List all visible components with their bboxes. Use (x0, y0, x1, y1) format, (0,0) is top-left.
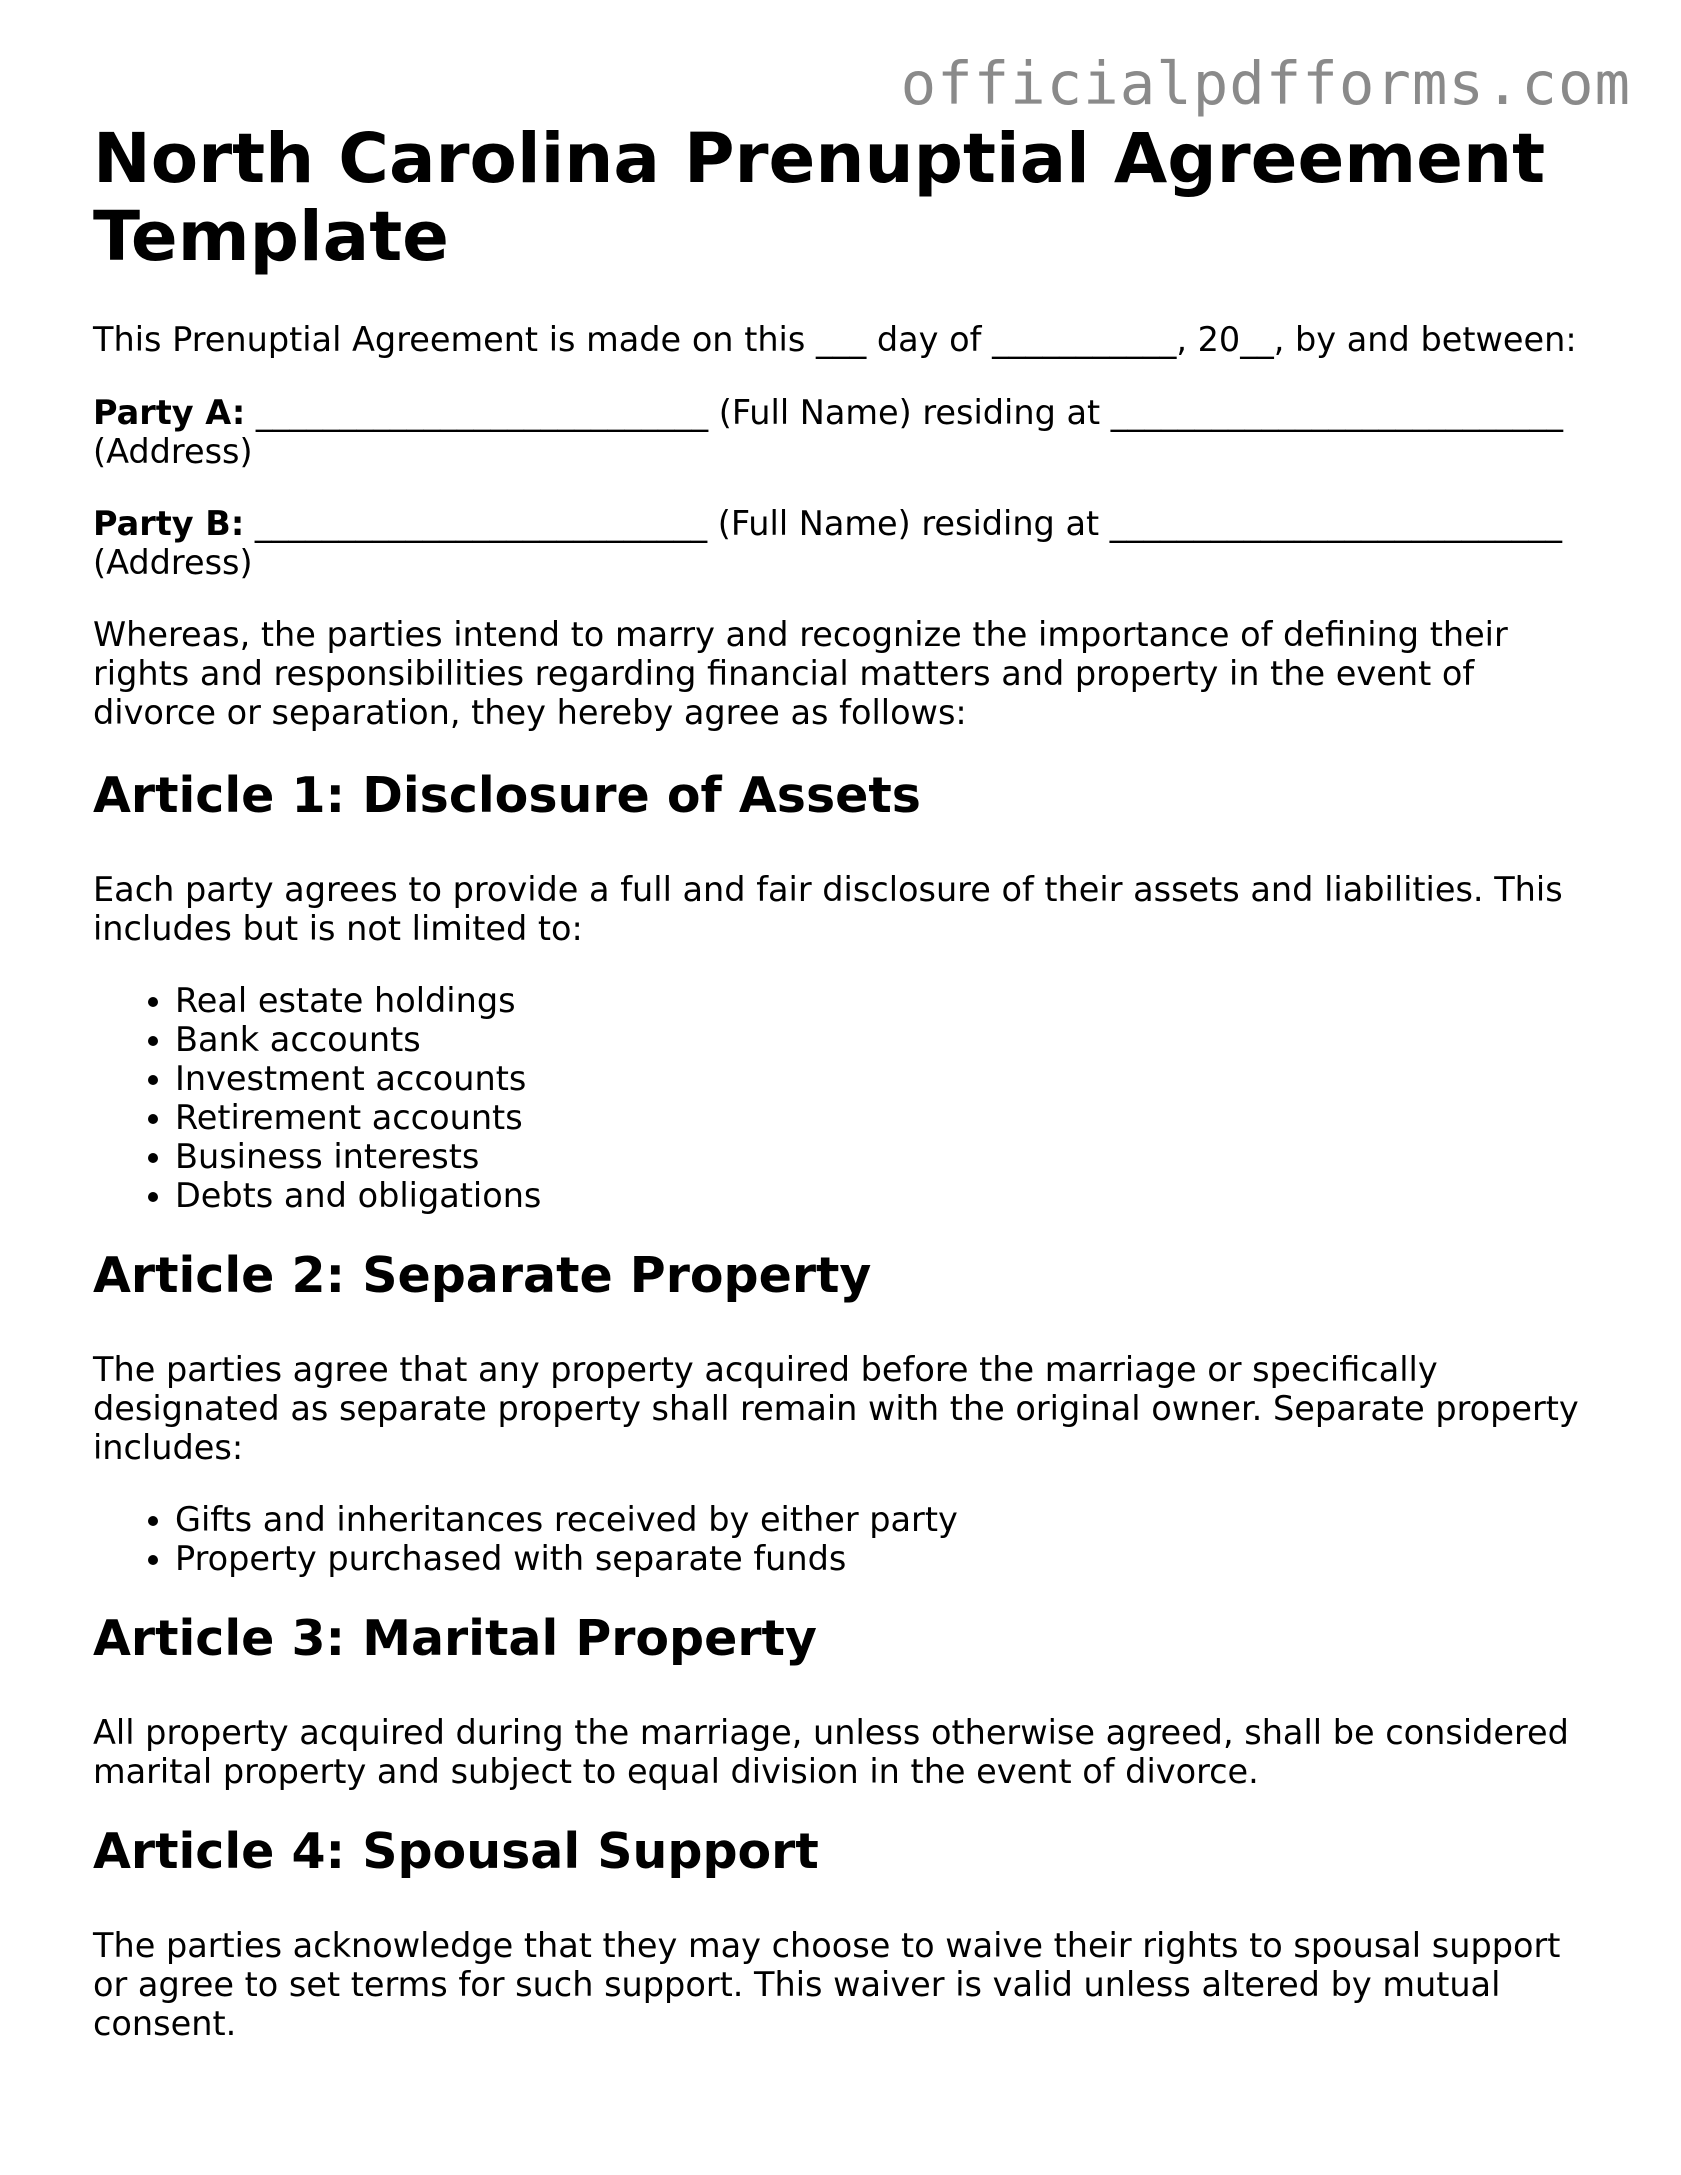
article-3 (93, 1611, 1603, 1791)
document-title: North Carolina Prenuptial Agreement Template (93, 119, 1546, 277)
list-item: • Debts and obligations (175, 1176, 1603, 1215)
article-1-list (93, 981, 1603, 1215)
article-4-body: The parties acknowledge that they may choose to waive their rights to spousal support or agree to set terms for such support. This waiver is valid unless altered by mutual consent. (93, 1926, 1561, 2043)
party-a-line (93, 393, 1603, 471)
article-1 (93, 768, 1603, 1215)
list-item: • Real estate holdings (175, 981, 1603, 1020)
list-item: • Property purchased with separate funds (175, 1539, 1603, 1578)
article-1-heading: Article 1: Disclosure of Assets (93, 767, 921, 824)
article-4 (93, 1824, 1603, 2043)
article-2 (93, 1248, 1603, 1578)
list-item: • Gifts and inheritances received by either party (175, 1500, 1603, 1539)
party-a-text: ___________________________ (Full Name) residing at ___________________________ (Address) (93, 393, 1564, 471)
article-2-list (93, 1500, 1603, 1578)
article-4-heading: Article 4: Spousal Support (93, 1823, 819, 1880)
intro-paragraph: This Prenuptial Agreement is made on this ___ day of ___________, 20__, by and between: (93, 320, 1577, 359)
list-item: • Bank accounts (175, 1020, 1603, 1059)
article-2-heading: Article 2: Separate Property (93, 1247, 872, 1304)
party-b-text: ___________________________ (Full Name) residing at ___________________________ (Address) (93, 504, 1563, 582)
article-2-body: The parties agree that any property acquired before the marriage or specifically designated as separate property shall remain with the original owner. Separate property includes: (93, 1350, 1579, 1467)
watermark: officialpdfforms.com (900, 49, 1631, 118)
party-a-label: Party A: (93, 393, 246, 432)
party-b-line (93, 504, 1603, 582)
list-item: • Business interests (175, 1137, 1603, 1176)
list-item: • Investment accounts (175, 1059, 1603, 1098)
document-page (93, 120, 1603, 2076)
party-b-label: Party B: (93, 504, 245, 543)
list-item: • Retirement accounts (175, 1098, 1603, 1137)
article-3-heading: Article 3: Marital Property (93, 1610, 817, 1667)
article-3-body: All property acquired during the marriage, unless otherwise agreed, shall be considered marital property and subject to equal division in the event of divorce. (93, 1713, 1569, 1791)
article-1-body: Each party agrees to provide a full and fair disclosure of their assets and liabilities. This includes but is not limited to: (93, 870, 1563, 948)
whereas-paragraph: Whereas, the parties intend to marry and recognize the importance of defining their rights and responsibilities regarding financial matters and property in the event of divorce or separation, they hereby agree as follows: (93, 615, 1508, 732)
